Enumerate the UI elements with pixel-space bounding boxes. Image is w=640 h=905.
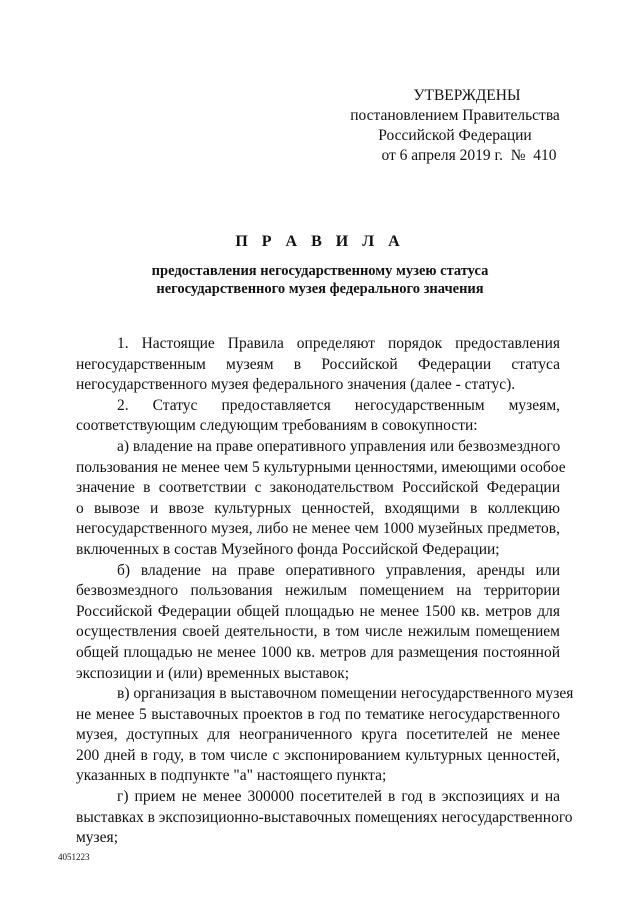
document-subtitle (100, 262, 540, 298)
body-line: негосударственного музея, либо не менее чем 1000 музейных предметов, (76, 520, 560, 538)
approval-date-number-line: от 6 апреля 2019 г. № 410 (381, 147, 557, 164)
body-line: 1. Настоящие Правила определяют порядок предоставления (117, 335, 560, 352)
approval-block (330, 86, 580, 166)
body-line: не менее 5 выставочных проектов в год по тематике негосударственного (76, 705, 560, 723)
body-line: негосударственным музеям в Российской Федерации статуса (76, 355, 560, 373)
body-line: о вывозе и ввозе культурных ценностей, входящими в коллекцию (76, 499, 560, 517)
body-line: в) организация в выставочном помещении негосударственного музея (117, 685, 574, 703)
body-line: соответствующим следующим требованиям в совокупности: (76, 417, 478, 435)
subtitle-line-2: негосударственного музея федерального значения (156, 281, 484, 297)
body-line: экспозиции и (или) временных выставок; (76, 664, 350, 682)
body-line: музея; (76, 829, 118, 847)
body-line: выставках в экспозиционно-выставочных помещениях негосударственного (76, 808, 573, 826)
body-line: музея, доступных для неограниченного круга посетителей не менее (76, 726, 560, 744)
approval-heading: УТВЕРЖДЕНЫ (413, 87, 521, 104)
approval-government-line: Российской Федерации (378, 127, 532, 144)
body-line: общей площадью не менее 1000 кв. метров для размещения постоянной (76, 643, 560, 661)
body-line: б) владение на праве оперативного управления, аренды или (117, 561, 560, 579)
body-line: указанных в подпункте "а" настоящего пункта; (76, 767, 387, 785)
approval-resolution-line: постановлением Правительства (350, 107, 560, 124)
body-line: безвозмездного пользования нежилым помещением на территории (76, 582, 560, 600)
body-line: Российской Федерации общей площадью не менее 1500 кв. метров для (76, 602, 560, 620)
body-line: негосударственного музея федерального значения (далее - статус). (76, 376, 516, 394)
document-body (76, 334, 574, 849)
body-line: пользования не менее чем 5 культурными ценностями, имеющими особое (76, 458, 566, 476)
document-code: 4051223 (58, 852, 90, 862)
body-line: включенных в состав Музейного фонда Российской Федерации; (76, 540, 500, 558)
body-line: осуществления своей деятельности, в том числе нежилым помещением (76, 623, 560, 641)
body-line: а) владение на праве оперативного управления или безвозмездного (117, 437, 561, 455)
subtitle-line-1: предоставления негосударственному музею статуса (151, 263, 489, 279)
body-line: 2. Статус предоставляется негосударственным музеям, (117, 396, 560, 414)
body-line: 200 дней в году, в том числе с экспонированием культурных ценностей, (76, 746, 560, 764)
document-title: П Р А В И Л А (235, 233, 405, 250)
body-line: г) прием не менее 300000 посетителей в год в экспозициях и на (117, 788, 560, 806)
body-line: значение в соответствии с законодательством Российской Федерации (76, 479, 560, 497)
